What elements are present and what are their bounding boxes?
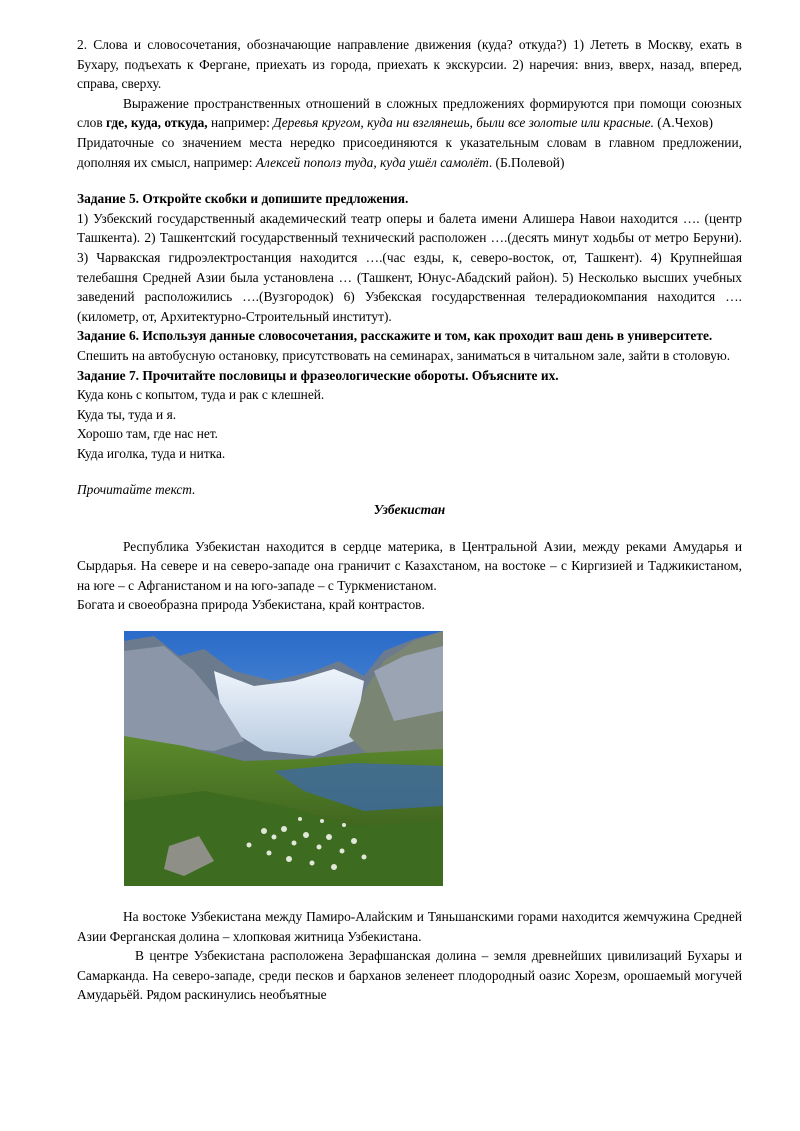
paragraph-direction-words: 2. Слова и словосочетания, обозначающие направление движения (куда? откуда?) 1) Лететь в Москву, ехать в Бухару, подъехать к Фергане, приехать из города, приехать к экскурсии. 2) наречия: вниз, вверх, назад, вперед, справа, сверху. bbox=[77, 37, 742, 92]
task5-text: 1) Узбекский государственный академический театр оперы и балета имени Алишера Навои находится …. (центр Ташкента). 2) Ташкентский государственный технический расположен ….(десять минут ходьбы от метро Беруни). 3) Чарвакская гидроэлектростанция находится ….(час езды, к, северо-восток, от, Ташкент). 4) Крупнейшая телебашня Средней Азии была установлена … (Ташкент, Юнус-Абадский район). 5) Несколько высших учебных заведений расположились ….(Вузгородок) 6) Узбекская государственная телерадиокомпания находится ….(километр, от, Архитектурно-Строительный институт). bbox=[77, 210, 742, 324]
proverb-line: Хорошо там, где нас нет. bbox=[77, 426, 219, 442]
document-page bbox=[77, 35, 742, 1005]
task6-text: Спешить на автобусную остановку, присутствовать на семинарах, заниматься в читальном зале, зайти в столовую. bbox=[77, 347, 731, 363]
italic-example: Алексей пополз туда, куда ушёл самолёт bbox=[255, 154, 489, 170]
task6-heading: Задание 6. Используя данные словосочетания, расскажите и том, как проходит ваш день в университете. bbox=[77, 328, 713, 344]
task5-heading: Задание 5. Откройте скобки и допишите предложения. bbox=[77, 191, 409, 207]
mountain-valley-photo bbox=[124, 631, 443, 886]
task7-heading: Задание 7. Прочитайте пословицы и фразеологические обороты. Объясните их. bbox=[77, 367, 559, 383]
text-paragraph-location: Республика Узбекистан находится в сердце материка, в Центральной Азии, между реками Амударья и Сырдарья. На севере и на северо-западе она граничит с Казахстаном, на востоке – с Киргизией и Таджикистаном, на юге – с Афганистаном и на юго-западе – с Туркменистаном. bbox=[77, 538, 742, 593]
reading-instruction: Прочитайте текст. bbox=[77, 482, 196, 498]
text-paragraph-zerafshan: В центре Узбекистана расположена Зерафшанская долина – земля древнейших цивилизаций Бухары и Самарканда. На северо-западе, среди песков и барханов зеленеет плодородный оазис Хорезм, орошаемый могучей Амударьёй. Рядом раскинулись необъятные bbox=[77, 948, 742, 1003]
text-paragraph-nature: Богата и своеобразна природа Узбекистана, край контрастов. bbox=[77, 597, 425, 613]
proverb-line: Куда ты, туда и я. bbox=[77, 406, 177, 422]
proverb-line: Куда иголка, туда и нитка. bbox=[77, 445, 226, 461]
text-title: Узбекистан bbox=[373, 502, 446, 518]
paragraph-spatial-relations: Выражение пространственных отношений в сложных предложениях формируются при помощи союзных слов где, куда, откуда, например: Деревья кругом, куда ни взглянешь, были все золотые или красные. (А.Чехов) bbox=[77, 95, 742, 131]
paragraph-subordinate-clauses: Придаточные со значением места нередко присоединяются к указательным словам в главном предложении, дополняя их смысл, например: Алексей пополз туда, куда ушёл самолёт. (Б.Полевой) bbox=[77, 134, 742, 170]
text-paragraph-fergana: На востоке Узбекистана между Памиро-Алайским и Тяньшанскими горами находится жемчужина Средней Азии Ферганская долина – хлопковая житница Узбекистана. bbox=[77, 909, 742, 944]
bold-conjunctions: где, куда, откуда, bbox=[106, 115, 208, 131]
italic-example: Деревья кругом, куда ни взглянешь, были все золотые или красные. bbox=[273, 115, 654, 131]
proverb-line: Куда конь с копытом, туда и рак с клешней. bbox=[77, 387, 325, 403]
